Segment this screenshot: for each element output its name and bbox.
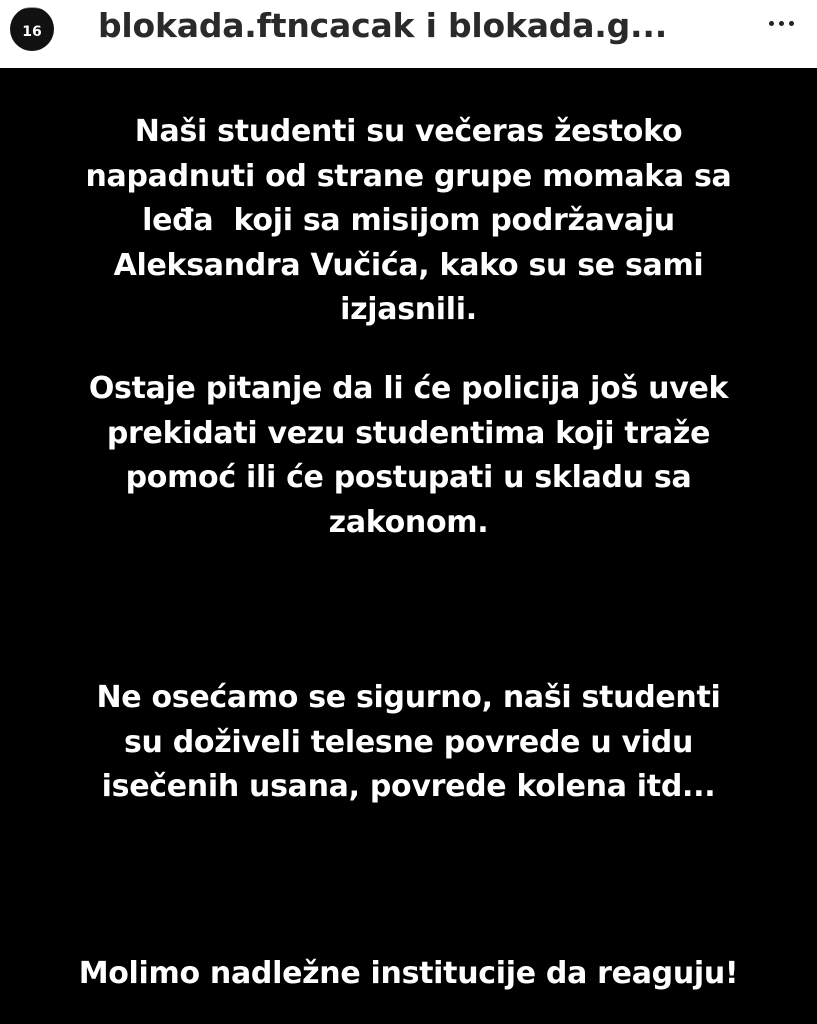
story-line: napadnuti od strane grupe momaka sa bbox=[85, 158, 732, 194]
story-line: su doživeli telesne povrede u vidu bbox=[123, 724, 694, 760]
story-line: leđa koji sa misijom podržavaju bbox=[142, 203, 675, 238]
story-line: zakonom. bbox=[328, 504, 489, 540]
story-paragraph-1 bbox=[0, 110, 817, 333]
story-content[interactable] bbox=[0, 68, 817, 1024]
story-line: Molimo nadležne institucije da reaguju! bbox=[78, 956, 739, 991]
story-line: isečenih usana, povrede kolena itd... bbox=[101, 769, 716, 804]
story-line: prekidati vezu studentima koji traže bbox=[106, 415, 711, 451]
story-paragraph-4 bbox=[0, 952, 817, 997]
account-name[interactable]: blokada.ftncacak i blokada.g... bbox=[98, 6, 668, 45]
story-line: Naši studenti su večeras žestoko bbox=[134, 114, 683, 149]
more-horizontal-icon bbox=[769, 21, 774, 26]
avatar-label: 16 bbox=[22, 24, 42, 40]
story-header bbox=[0, 0, 817, 68]
more-horizontal-icon bbox=[779, 21, 784, 26]
story-line: izjasnili. bbox=[340, 292, 477, 327]
more-horizontal-icon bbox=[789, 21, 794, 26]
more-options-button[interactable] bbox=[758, 6, 804, 40]
story-line: Aleksandra Vučića, kako su se sami bbox=[113, 247, 704, 283]
story-line: Ne osećamo se sigurno, naši studenti bbox=[96, 680, 721, 715]
story-paragraph-2 bbox=[0, 367, 817, 545]
story-paragraph-3 bbox=[0, 676, 817, 810]
avatar[interactable] bbox=[10, 7, 54, 51]
story-line: Ostaje pitanje da li će policija još uvek bbox=[88, 371, 729, 406]
story-line: pomoć ili će postupati u skladu sa bbox=[125, 460, 692, 495]
